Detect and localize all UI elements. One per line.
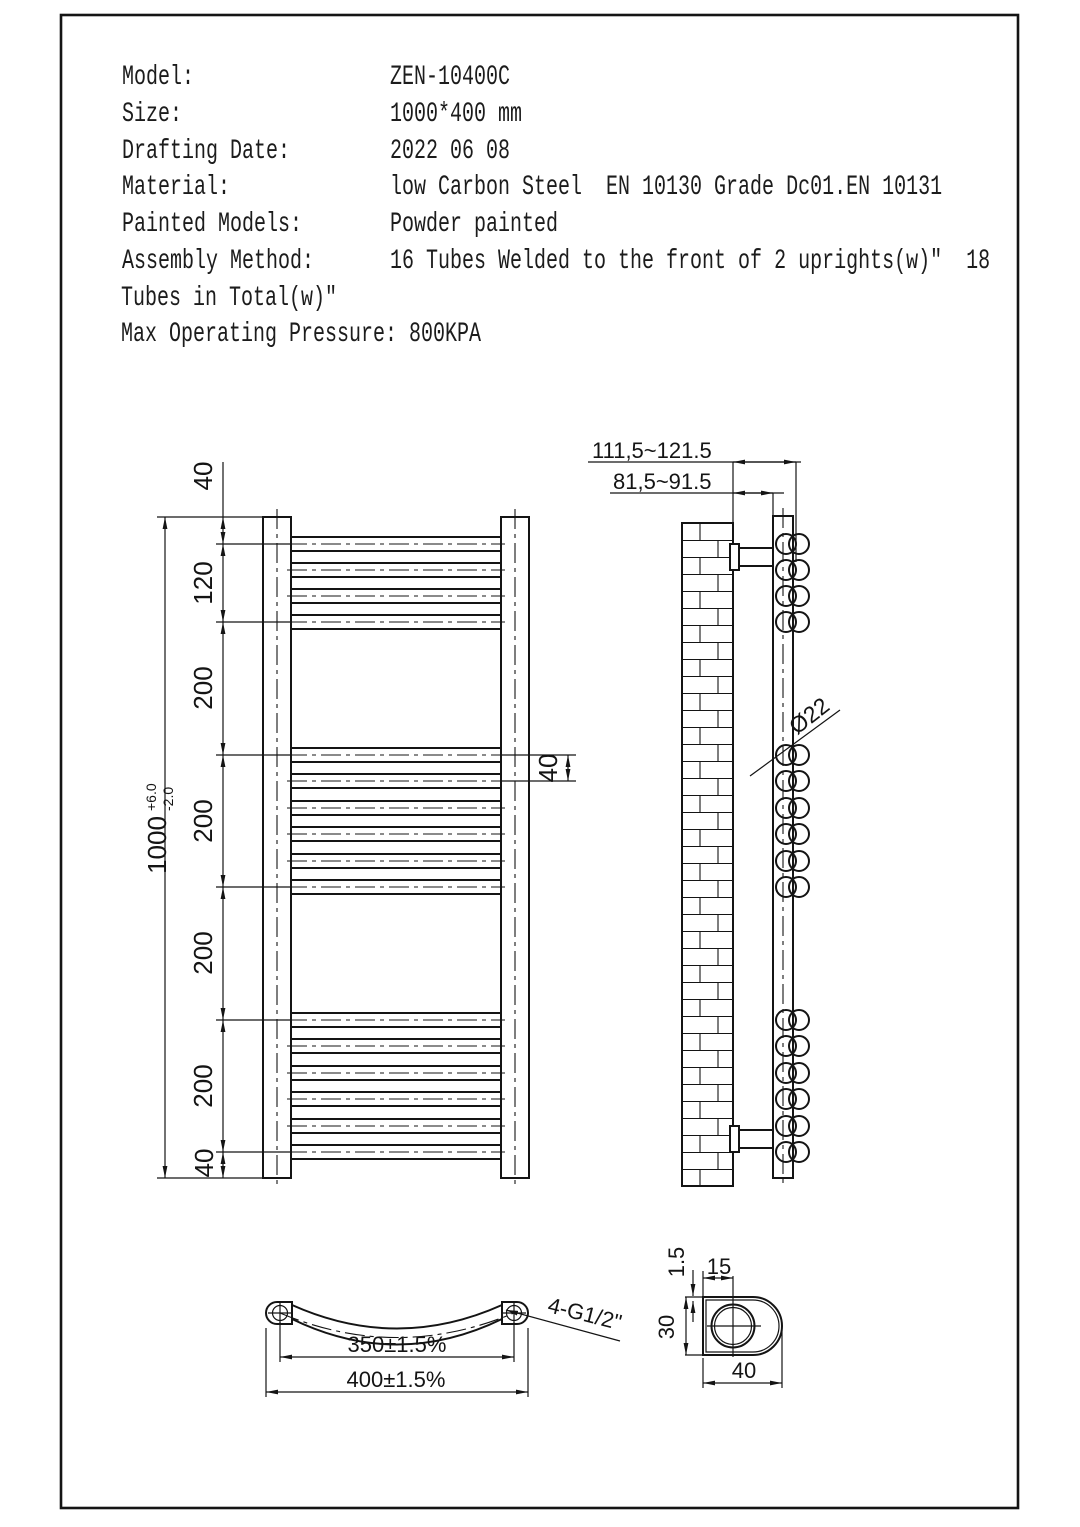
spec-value: 2022 06 08 (390, 136, 511, 168)
spec-label: Material: (122, 172, 231, 204)
spec-continuation: Tubes in Total(w)" (121, 283, 338, 315)
spec-label: Model: (122, 62, 195, 94)
wall-bracket-top (730, 544, 773, 570)
tolerance-plus: +6.0 (143, 783, 159, 811)
dim-overall-height (142, 783, 176, 874)
detail-view (654, 1247, 782, 1388)
dim-200-2: 200 (188, 799, 218, 843)
top-view-dimensions (266, 1293, 624, 1397)
spec-value: Powder painted (390, 209, 559, 241)
wall-bracket-bottom (730, 1126, 773, 1152)
dim-wall-to-tube-front: 111,5~121.5 (592, 438, 712, 463)
dim-wall-thickness: 1.5 (664, 1246, 689, 1278)
dim-tube-centres: 350±1.5% (347, 1332, 447, 1357)
spec-value: 16 Tubes Welded to the front of 2 uprights(w)" 18 (390, 246, 991, 278)
tolerance-minus: -2.0 (160, 786, 176, 811)
overall-height-value: 1000 (142, 816, 172, 874)
spec-label: Assembly Method: (122, 246, 315, 278)
front-tubes (287, 537, 505, 1159)
spec-value: 1000*400 mm (390, 99, 523, 131)
dim-200-3: 200 (188, 931, 218, 975)
dim-bottom-40: 40 (189, 1148, 219, 1178)
dim-hole-offset: 15 (706, 1254, 732, 1279)
spec-value: low Carbon Steel EN 10130 Grade Dc01.EN 10131 (390, 172, 943, 204)
side-view (588, 438, 840, 1186)
dim-200-1: 200 (188, 666, 218, 710)
wall-section (682, 523, 733, 1186)
spec-label: Drafting Date: (122, 136, 291, 168)
dim-200-4: 200 (188, 1064, 218, 1108)
dim-thread-connections: 4-G1/2" (545, 1292, 625, 1335)
dim-overall-width: 400±1.5% (346, 1367, 446, 1392)
spec-value: ZEN-10400C (390, 62, 511, 94)
dim-top-40: 40 (188, 461, 218, 491)
dim-wall-to-upright: 81,5~91.5 (613, 469, 712, 494)
dim-tube-pitch: 40 (533, 753, 563, 783)
dim-tube-diameter: Ø22 (783, 692, 835, 740)
spec-label: Size: (122, 99, 183, 131)
spec-label: Painted Models: (122, 209, 303, 241)
tube-curve-outer (292, 1305, 502, 1329)
spec-pressure: Max Operating Pressure: 800KPA (121, 319, 482, 351)
dim-120: 120 (188, 561, 218, 605)
dim-profile-width: 40 (731, 1358, 757, 1383)
dim-profile-depth: 30 (654, 1314, 679, 1340)
front-view (142, 462, 576, 1186)
top-view (266, 1293, 624, 1397)
